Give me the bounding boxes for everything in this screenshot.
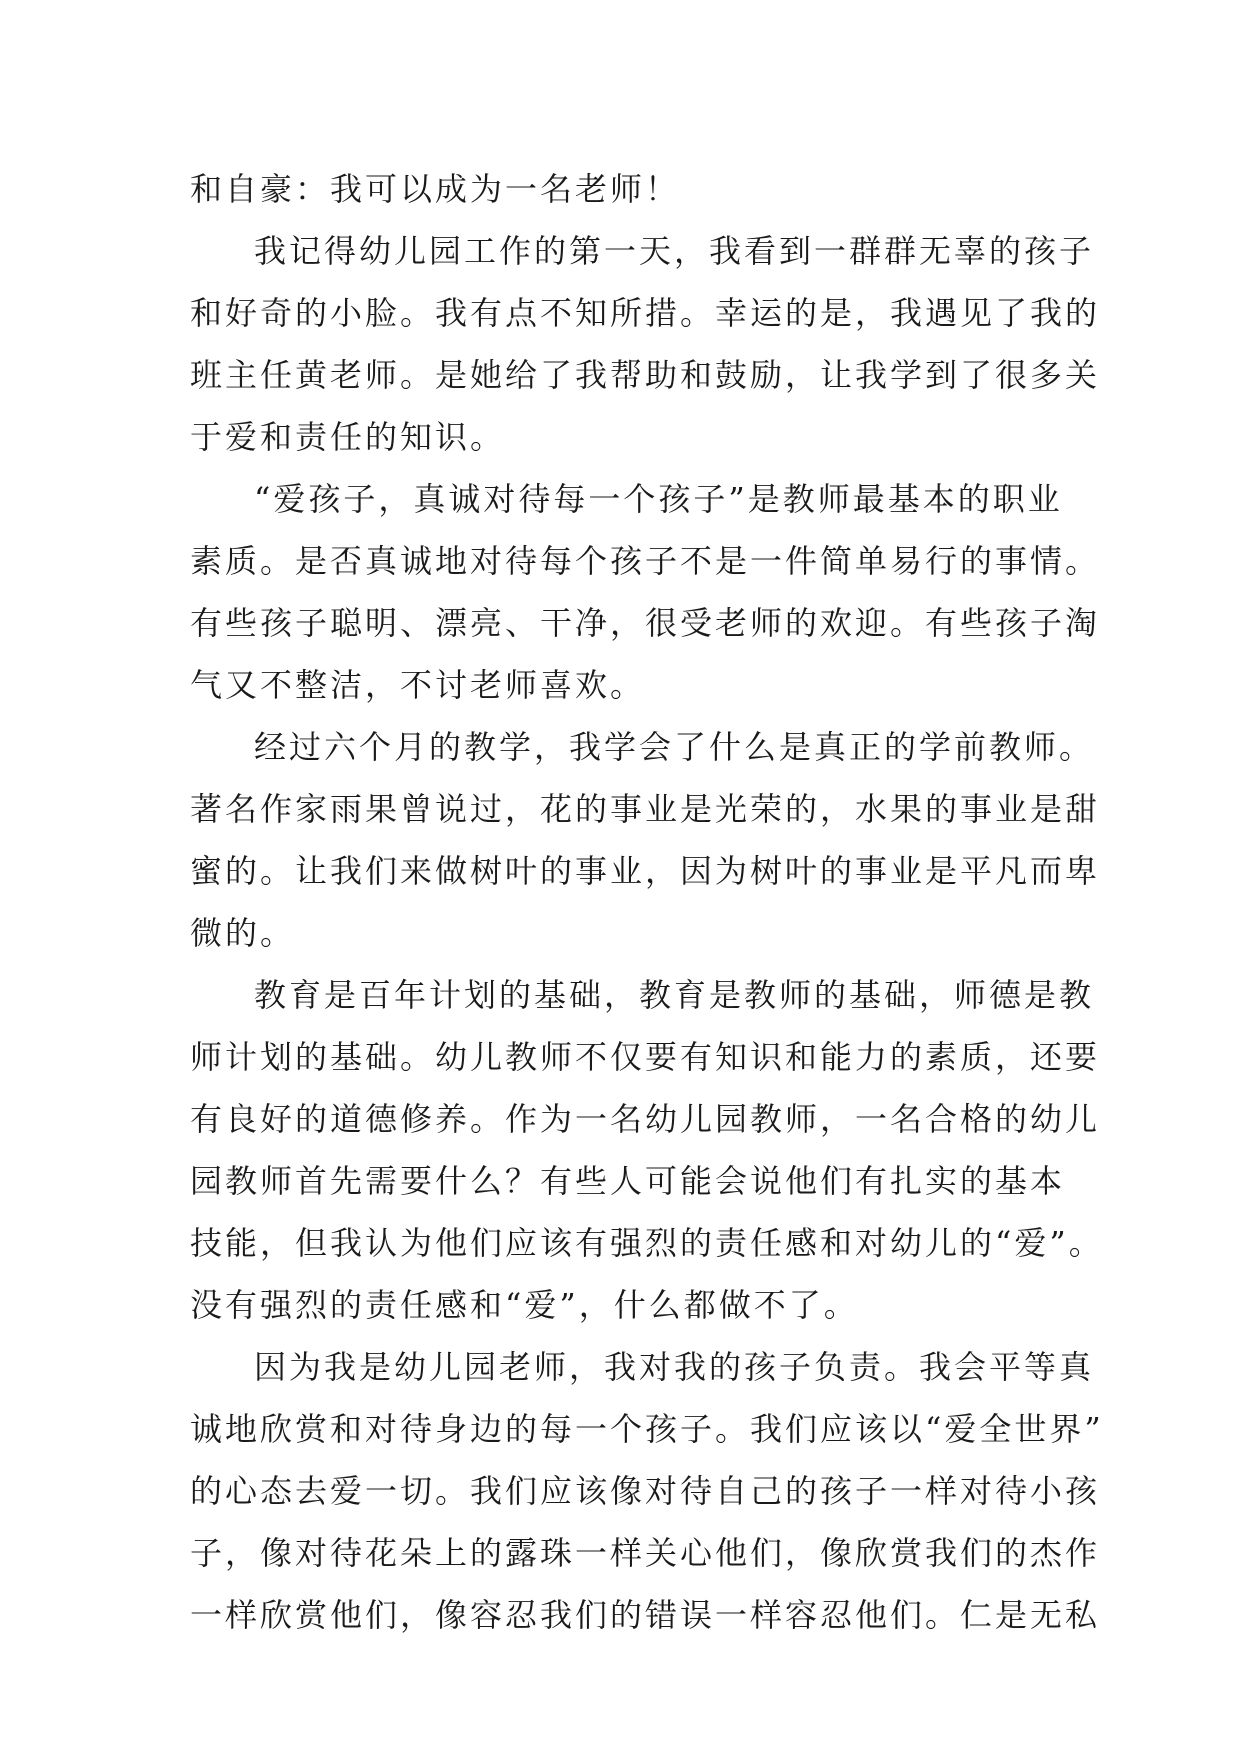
- text-line: 和好奇的小脸。我有点不知所措。幸运的是，我遇见了我的: [190, 294, 1101, 332]
- text-line: 著名作家雨果曾说过，花的事业是光荣的，水果的事业是甜: [190, 790, 1101, 828]
- text-line: 气又不整洁，不讨老师喜欢。: [190, 666, 646, 704]
- text-line: 师计划的基础。幼儿教师不仅要有知识和能力的素质，还要: [190, 1038, 1101, 1076]
- text-line: 子，像对待花朵上的露珠一样关心他们，像欣赏我们的杰作: [190, 1534, 1101, 1572]
- text-line: 技能，但我认为他们应该有强烈的责任感和对幼儿的“爱”。: [190, 1224, 1104, 1262]
- text-line: 于爱和责任的知识。: [190, 418, 506, 456]
- text-line: 的心态去爱一切。我们应该像对待自己的孩子一样对待小孩: [190, 1472, 1101, 1510]
- text-line: 班主任黄老师。是她给了我帮助和鼓励，让我学到了很多关: [190, 356, 1101, 394]
- text-line: 诚地欣赏和对待身边的每一个孩子。我们应该以“爱全世界”: [190, 1410, 1104, 1448]
- text-line: 我记得幼儿园工作的第一天，我看到一群群无辜的孩子: [254, 232, 1095, 270]
- text-line: 教育是百年计划的基础，教育是教师的基础，师德是教: [254, 976, 1095, 1014]
- text-line: 园教师首先需要什么？有些人可能会说他们有扎实的基本: [190, 1162, 1066, 1200]
- text-line: 和自豪：我可以成为一名老师！: [190, 170, 681, 208]
- text-line: 经过六个月的教学，我学会了什么是真正的学前教师。: [254, 728, 1095, 766]
- text-line: 没有强烈的责任感和“爱”，什么都做不了。: [190, 1286, 859, 1324]
- text-line: “爱孩子，真诚对待每一个孩子”是教师最基本的职业: [254, 480, 1063, 518]
- text-line: 蜜的。让我们来做树叶的事业，因为树叶的事业是平凡而卑: [190, 852, 1101, 890]
- text-line: 一样欣赏他们，像容忍我们的错误一样容忍他们。仁是无私: [190, 1596, 1101, 1634]
- text-line: 素质。是否真诚地对待每个孩子不是一件简单易行的事情。: [190, 542, 1101, 580]
- text-line: 微的。: [190, 914, 296, 952]
- body-text: [190, 158, 1104, 1646]
- text-line: 有良好的道德修养。作为一名幼儿园教师，一名合格的幼儿: [190, 1100, 1101, 1138]
- text-line: 有些孩子聪明、漂亮、干净，很受老师的欢迎。有些孩子淘: [190, 604, 1101, 642]
- text-line: 因为我是幼儿园老师，我对我的孩子负责。我会平等真: [254, 1348, 1095, 1386]
